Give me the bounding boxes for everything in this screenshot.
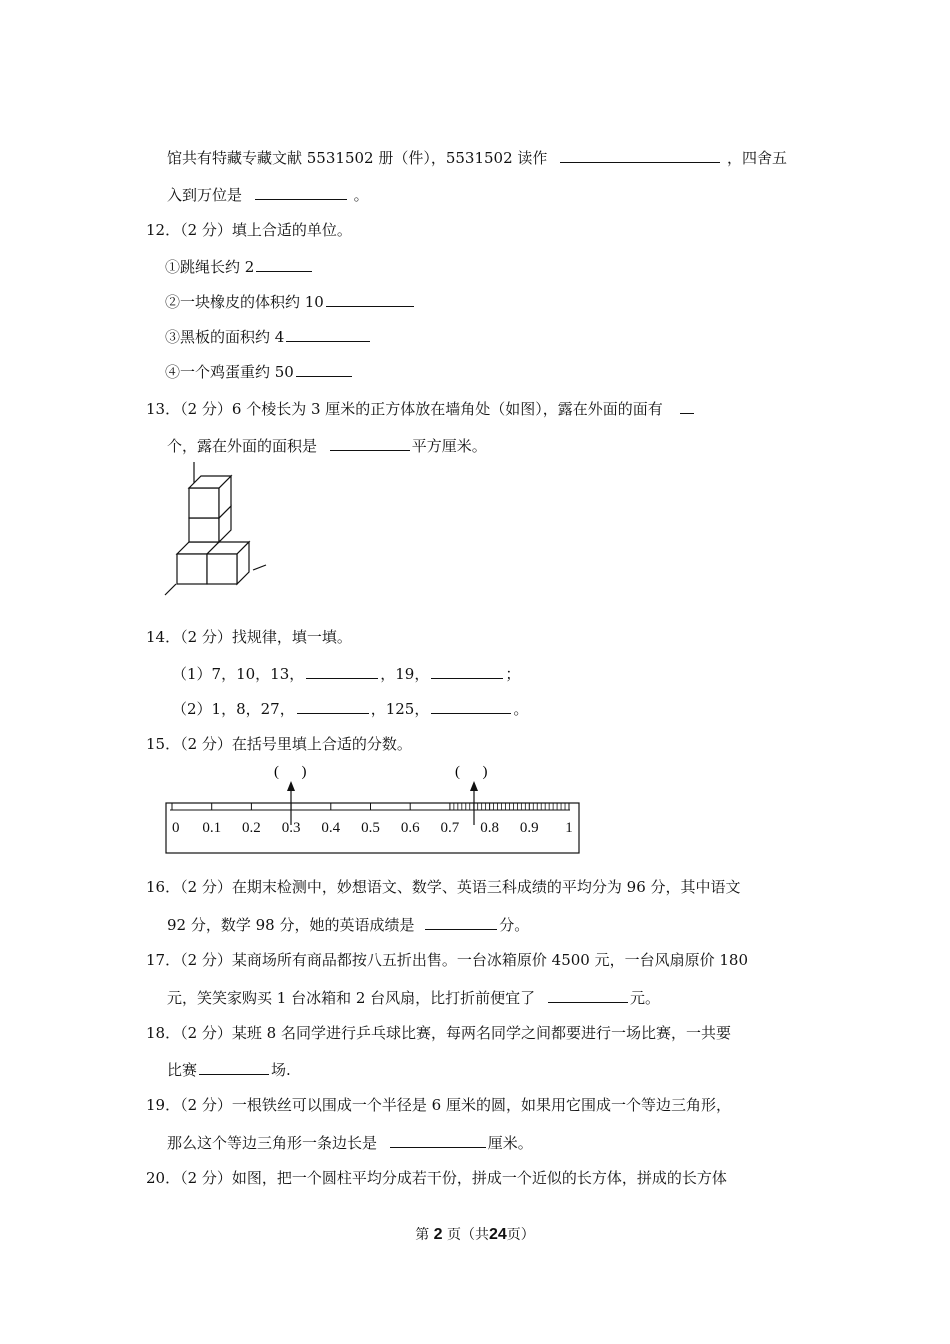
- q11-answer-blank-reading[interactable]: [560, 147, 720, 163]
- q12-stem: 12．（2 分）填上合适的单位。: [146, 221, 352, 239]
- q20-stem: 20．（2 分）如图，把一个圆柱平均分成若干份，拼成一个近似的长方体，拼成的长方体: [146, 1169, 727, 1187]
- q17-stem: 17．（2 分）某商场所有商品都按八五折出售。一台冰箱原价 4500 元，一台风扇原价 180: [146, 951, 749, 969]
- cube-front-face: [189, 518, 219, 542]
- tick-label: 0.4: [321, 820, 341, 836]
- q19-blank[interactable]: [390, 1132, 486, 1148]
- tick-label: 1: [565, 820, 573, 836]
- q12-item-4: ④一个鸡蛋重约 50: [165, 361, 354, 382]
- tick-label: 0.6: [400, 820, 420, 836]
- cube-front-face: [177, 554, 207, 584]
- tick-label: 0: [172, 820, 180, 836]
- q12-blank-3[interactable]: [286, 326, 370, 342]
- q17-blank[interactable]: [548, 987, 628, 1003]
- page-footer: 第 2 页（共24页）: [415, 1226, 535, 1243]
- q11-line1: 馆共有特藏专藏文献 5531502 册（件），5531502 读作 ，四舍五: [167, 149, 787, 167]
- tick-label: 0.1: [202, 820, 222, 836]
- q13-blank-area[interactable]: [330, 435, 410, 451]
- q16-blank[interactable]: [425, 914, 497, 930]
- q11-line2: 入到万位是 。: [167, 186, 369, 204]
- q14-blank-3[interactable]: [297, 698, 369, 714]
- paren-right[interactable]: ( ): [455, 764, 488, 780]
- q11-answer-blank-round[interactable]: [255, 184, 347, 200]
- q17-line2: 元，笑笑家购买 1 台冰箱和 2 台风扇，比打折前便宜了 元。: [167, 989, 660, 1007]
- page-total: 24: [489, 1226, 507, 1243]
- cubes-corner-figure: [160, 460, 270, 600]
- q14-seq2: （2）1，8，27， ，125， 。: [172, 700, 529, 718]
- tick-label: 0.5: [361, 820, 380, 836]
- q18-line2: 比赛 场.: [167, 1061, 291, 1079]
- q14-blank-1[interactable]: [306, 663, 378, 679]
- tick-label: 0.3: [281, 820, 301, 836]
- q12-blank-1[interactable]: [256, 256, 312, 272]
- q19-stem: 19．（2 分）一根铁丝可以围成一个半径是 6 厘米的圆，如果用它围成一个等边三角形，: [146, 1096, 731, 1114]
- q12-item-1: ①跳绳长约 2: [165, 256, 314, 277]
- cube-front-face: [207, 554, 237, 584]
- q18-blank[interactable]: [199, 1059, 269, 1075]
- q12-item-2: ②一块橡皮的体积约 10: [165, 291, 416, 312]
- q12-blank-2[interactable]: [326, 291, 414, 307]
- q19-line2: 那么这个等边三角形一条边长是 厘米。: [167, 1134, 533, 1152]
- arrow-left-head: [287, 781, 295, 791]
- q18-stem: 18．（2 分）某班 8 名同学进行乒乓球比赛，每两名同学之间都要进行一场比赛，一共要: [146, 1024, 731, 1042]
- floor-left-line: [165, 584, 176, 595]
- q14-blank-2[interactable]: [431, 663, 503, 679]
- q13-blank-faces[interactable]: [680, 398, 694, 414]
- q15-stem: 15．（2 分）在括号里填上合适的分数。: [146, 735, 412, 753]
- page-number: 2: [433, 1226, 443, 1243]
- q14-stem: 14．（2 分）找规律，填一填。: [146, 628, 352, 646]
- arrow-right-head: [470, 781, 478, 791]
- q13-stem: 13．（2 分）6 个棱长为 3 厘米的正方体放在墙角处（如图），露在外面的面有: [146, 398, 696, 419]
- q13-line2: 个，露在外面的面积是 平方厘米。: [167, 437, 487, 455]
- tick-label: 0.8: [480, 820, 499, 836]
- cube-front-face: [189, 488, 219, 518]
- floor-right-line: [253, 565, 266, 570]
- q14-seq1: （1）7，10，13， ，19， ；: [172, 665, 521, 683]
- q12-blank-4[interactable]: [296, 361, 352, 377]
- tick-label: 0.7: [440, 820, 460, 836]
- q12-item-3: ③黑板的面积约 4: [165, 326, 372, 347]
- tick-label: 0.2: [242, 820, 261, 836]
- paren-left[interactable]: ( ): [274, 764, 307, 780]
- q16-line2: 92 分，数学 98 分，她的英语成绩是 分。: [167, 916, 530, 934]
- number-line-figure: [160, 755, 585, 860]
- tick-label: 0.9: [519, 820, 539, 836]
- q14-blank-4[interactable]: [431, 698, 511, 714]
- q16-stem: 16．（2 分）在期末检测中，妙想语文、数学、英语三科成绩的平均分为 96 分，其中语文: [146, 878, 741, 896]
